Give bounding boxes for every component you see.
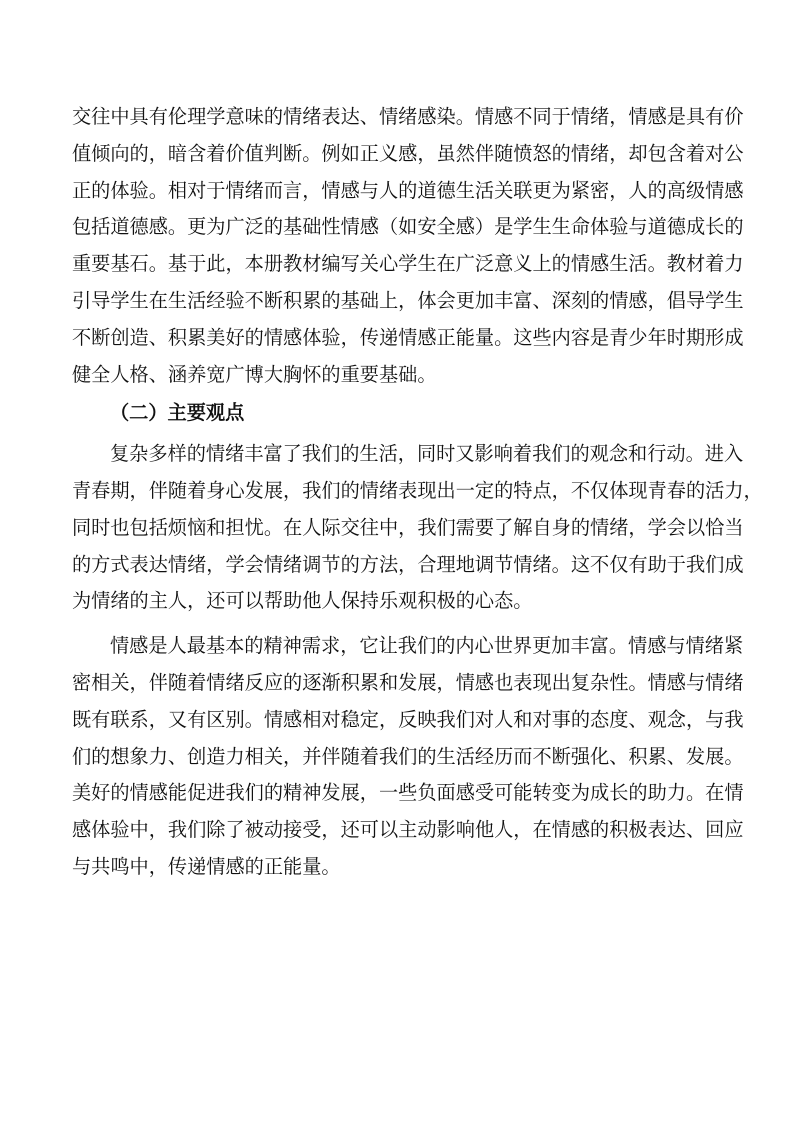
text-line: 为情绪的主人，还可以帮助他人保持乐观积极的心态。 [72, 589, 533, 613]
text-line: 的方式表达情绪，学会情绪调节的方法，合理地调节情绪。这不仅有助于我们成 [72, 552, 744, 576]
text-line: 引导学生在生活经验不断积累的基础上，体会更加丰富、深刻的情感，倡导学生 [72, 288, 744, 312]
text-line: 包括道德感。更为广泛的基础性情感（如安全感）是学生生命体验与道德成长的 [72, 215, 744, 239]
text-line: 与共鸣中，传递情感的正能量。 [72, 854, 341, 878]
text-line: 值倾向的，暗含着价值判断。例如正义感，虽然伴随愤怒的情绪，却包含着对公 [72, 141, 744, 165]
text-line: 感体验中，我们除了被动接受，还可以主动影响他人，在情感的积极表达、回应 [72, 818, 744, 842]
section-heading: （二）主要观点 [110, 401, 245, 425]
text-line: 交往中具有伦理学意味的情绪表达、情绪感染。情感不同于情绪，情感是具有价 [72, 105, 744, 128]
text-line: 正的体验。相对于情绪而言，情感与人的道德生活关联更为紧密，人的高级情感 [72, 178, 744, 202]
paragraph-emotions [72, 436, 763, 620]
text-line: 密相关，伴随着情绪反应的逐渐积累和发展，情感也表现出复杂性。情感与情绪 [72, 670, 744, 694]
text-line: 重要基石。基于此，本册教材编写关心学生在广泛意义上的情感生活。教材着力 [72, 252, 744, 276]
text-line: 复杂多样的情绪丰富了我们的生活，同时又影响着我们的观念和行动。进入 [110, 442, 744, 466]
text-line: 青春期，伴随着身心发展，我们的情绪表现出一定的特点，不仅体现青春的活力， [72, 478, 763, 502]
text-line: 既有联系，又有区别。情感相对稳定，反映我们对人和对事的态度、观念，与我 [72, 707, 744, 731]
paragraph-feelings [72, 628, 744, 886]
text-line: 同时也包括烦恼和担忧。在人际交往中，我们需要了解自身的情绪，学会以恰当 [72, 515, 744, 539]
text-line: 不断创造、积累美好的情感体验，传递情感正能量。这些内容是青少年时期形成 [72, 325, 744, 349]
document-page [72, 99, 763, 886]
paragraph-spacer [72, 620, 724, 628]
text-line: 健全人格、涵养宽广博大胸怀的重要基础。 [72, 362, 437, 386]
text-line: 们的想象力、创造力相关，并伴随着我们的生活经历而不断强化、积累、发展。 [72, 744, 744, 768]
text-line: 美好的情感能促进我们的精神发展，一些负面感受可能转变为成长的助力。在情 [72, 781, 744, 805]
paragraph-continued [72, 99, 744, 393]
text-line: 情感是人最基本的精神需求，它让我们的内心世界更加丰富。情感与情绪紧 [110, 634, 744, 658]
